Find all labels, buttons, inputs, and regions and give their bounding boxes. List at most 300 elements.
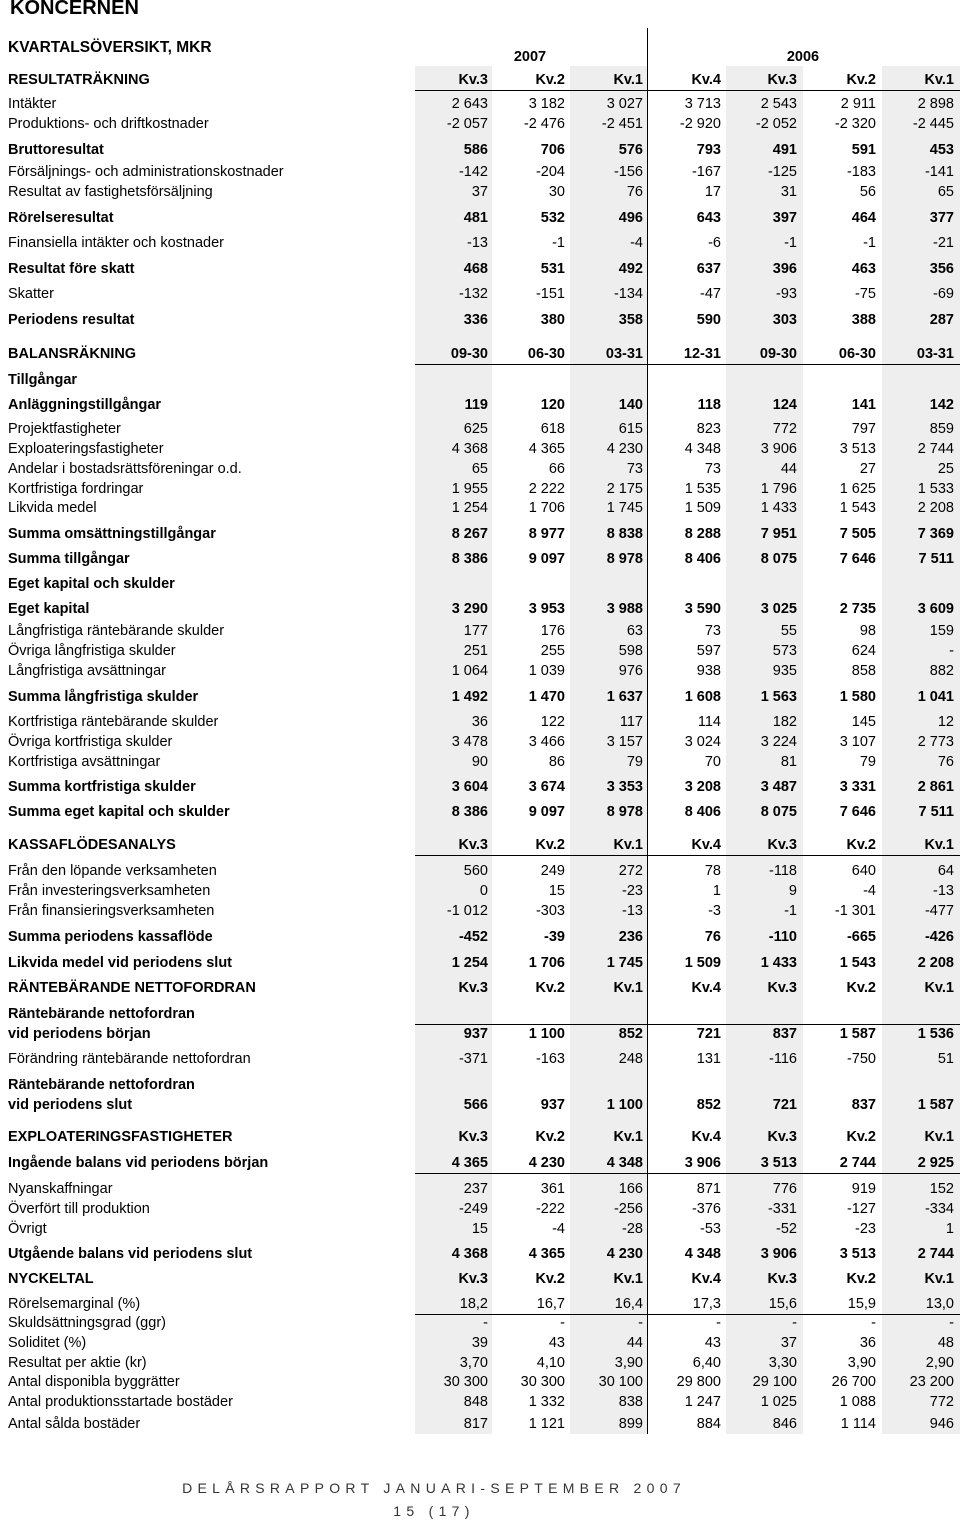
row-label: Kortfristiga räntebärande skulder	[8, 714, 219, 730]
table-cell: 237	[463, 1181, 488, 1197]
table-cell: Kv.3	[767, 72, 797, 88]
table-cell: 09-30	[759, 346, 797, 362]
table-cell: 772	[772, 421, 797, 437]
table-cell: 1 247	[684, 1394, 721, 1410]
table-cell: 76	[626, 184, 643, 200]
header-underline	[415, 1173, 647, 1174]
table-cell: -1	[552, 235, 565, 251]
table-cell: 09-30	[450, 346, 488, 362]
table-cell: Kv.2	[535, 72, 565, 88]
table-cell: 26 700	[831, 1374, 876, 1390]
table-cell: 397	[772, 210, 797, 226]
table-cell: Kv.1	[924, 1271, 954, 1287]
table-cell: 1 706	[528, 955, 565, 971]
row-label: Summa tillgångar	[8, 551, 130, 567]
table-cell: 2 898	[917, 96, 954, 112]
table-cell: 15	[471, 1221, 488, 1237]
row-label: Resultat av fastighetsförsäljning	[8, 184, 213, 200]
table-cell: 272	[618, 863, 643, 879]
table-cell: 8 838	[606, 526, 643, 542]
page-title: KONCERNEN	[10, 0, 139, 19]
table-cell: 899	[618, 1416, 643, 1432]
table-cell: -21	[933, 235, 954, 251]
row-label: Periodens resultat	[8, 312, 135, 328]
table-cell: 70	[704, 754, 721, 770]
table-cell: 361	[540, 1181, 565, 1197]
row-label: Intäkter	[8, 96, 57, 112]
table-cell: -4	[630, 235, 643, 251]
table-cell: 1 433	[760, 500, 797, 516]
table-cell: Kv.1	[613, 1129, 643, 1145]
table-cell: 8 978	[606, 804, 643, 820]
table-cell: 380	[540, 312, 565, 328]
table-cell: 496	[618, 210, 643, 226]
table-cell: 119	[464, 397, 488, 413]
table-cell: 823	[696, 421, 721, 437]
table-cell: 859	[929, 421, 954, 437]
table-cell: 48	[937, 1335, 954, 1351]
table-cell: Kv.3	[767, 837, 797, 853]
row-label: Kortfristiga avsättningar	[8, 754, 161, 770]
table-cell: 3 513	[839, 1246, 876, 1262]
table-cell: 4 368	[451, 441, 488, 457]
table-cell: Kv.1	[924, 1129, 954, 1145]
table-cell: 3 290	[451, 601, 488, 617]
table-cell: Kv.2	[535, 1271, 565, 1287]
table-cell: 8 978	[606, 551, 643, 567]
table-cell: Kv.3	[458, 1129, 488, 1145]
table-cell: 871	[696, 1181, 721, 1197]
table-cell: 17,3	[692, 1296, 721, 1312]
table-cell: -256	[613, 1201, 643, 1217]
table-cell: -23	[622, 883, 643, 899]
table-cell: 15,6	[768, 1296, 797, 1312]
table-cell: 4 368	[451, 1246, 488, 1262]
table-cell: 4 230	[528, 1155, 565, 1171]
table-cell: -	[949, 643, 954, 659]
table-cell: -13	[467, 235, 488, 251]
table-cell: 1 254	[451, 500, 488, 516]
table-cell: 120	[540, 397, 565, 413]
table-cell: 721	[696, 1026, 721, 1042]
table-cell: -47	[700, 286, 721, 302]
table-cell: 2 925	[917, 1155, 954, 1171]
table-cell: 159	[929, 623, 954, 639]
table-cell: -452	[458, 929, 488, 945]
table-cell: Kv.4	[691, 1271, 721, 1287]
table-cell: 1 492	[451, 689, 488, 705]
page-number: 15 (17)	[393, 1503, 475, 1519]
table-cell: 44	[780, 461, 797, 477]
table-cell: 30	[548, 184, 565, 200]
table-cell: 2 744	[917, 441, 954, 457]
table-cell: 776	[772, 1181, 797, 1197]
table-cell: -53	[700, 1221, 721, 1237]
table-cell: 2 643	[451, 96, 488, 112]
table-cell: 3 353	[606, 779, 643, 795]
table-cell: 7 511	[918, 551, 954, 567]
row-label: EXPLOATERINGSFASTIGHETER	[8, 1129, 233, 1145]
table-cell: 1 745	[606, 500, 643, 516]
row-label: Långfristiga räntebärande skulder	[8, 623, 225, 639]
table-cell: Kv.1	[613, 1271, 643, 1287]
table-cell: -2 320	[834, 116, 876, 132]
table-cell: 4,10	[536, 1355, 565, 1371]
table-cell: -3	[708, 903, 721, 919]
row-label: NYCKELTAL	[8, 1271, 94, 1287]
row-label: Försäljnings- och administrationskostnader	[8, 164, 284, 180]
row-label: BALANSRÄKNING	[8, 346, 137, 362]
table-cell: 837	[772, 1026, 797, 1042]
row-label: Förändring räntebärande nettofordran	[8, 1051, 251, 1067]
table-cell: -2 451	[601, 116, 643, 132]
table-cell: Kv.3	[767, 1129, 797, 1145]
table-cell: -334	[924, 1201, 954, 1217]
table-cell: 7 951	[760, 526, 797, 542]
table-cell: 3 906	[684, 1155, 721, 1171]
table-cell: -142	[458, 164, 488, 180]
table-cell: -2 476	[523, 116, 565, 132]
table-cell: 848	[463, 1394, 488, 1410]
table-cell: 1 064	[451, 663, 488, 679]
table-cell: 29 800	[676, 1374, 721, 1390]
table-cell: 06-30	[527, 346, 565, 362]
table-cell: Kv.2	[846, 1129, 876, 1145]
table-cell: 3 713	[684, 96, 721, 112]
row-label: KASSAFLÖDESANALYS	[8, 837, 176, 853]
row-label: Exploateringsfastigheter	[8, 441, 164, 457]
table-cell: 17	[704, 184, 721, 200]
table-cell: 3 182	[528, 96, 565, 112]
table-cell: 1 509	[684, 955, 721, 971]
table-cell: -	[716, 1315, 721, 1331]
table-cell: Kv.4	[691, 72, 721, 88]
table-cell: -167	[691, 164, 721, 180]
row-label: Anläggningstillgångar	[8, 397, 162, 413]
table-cell: 8 075	[760, 551, 797, 567]
table-cell: 2 222	[528, 481, 565, 497]
table-cell: 251	[463, 643, 488, 659]
table-cell: 117	[619, 714, 643, 730]
table-cell: 1 535	[684, 481, 721, 497]
table-cell: 396	[772, 261, 797, 277]
table-cell: 65	[937, 184, 954, 200]
table-cell: 8 288	[684, 526, 721, 542]
row-label: Från den löpande verksamheten	[8, 863, 217, 879]
row-label: Skatter	[8, 286, 54, 302]
table-cell: 388	[851, 312, 876, 328]
table-cell: 3,70	[459, 1355, 488, 1371]
table-cell: 3 513	[839, 441, 876, 457]
table-cell: 7 369	[917, 526, 954, 542]
header-underline	[647, 855, 960, 856]
table-cell: -665	[846, 929, 876, 945]
table-cell: 3 024	[684, 734, 721, 750]
table-cell: -127	[846, 1201, 876, 1217]
header-underline	[647, 364, 960, 365]
table-cell: 937	[540, 1097, 565, 1113]
table-cell: 1 745	[606, 955, 643, 971]
table-cell: 124	[772, 397, 797, 413]
table-cell: -125	[767, 164, 797, 180]
table-cell: 637	[696, 261, 721, 277]
table-cell: 706	[540, 142, 565, 158]
table-cell: -39	[544, 929, 565, 945]
table-cell: 1 587	[917, 1097, 954, 1113]
table-cell: 3 906	[760, 1246, 797, 1262]
table-cell: -156	[613, 164, 643, 180]
table-cell: 15	[548, 883, 565, 899]
table-cell: 3 513	[760, 1155, 797, 1171]
row-label: Räntebärande nettofordran	[8, 1006, 195, 1022]
table-cell: Kv.1	[924, 72, 954, 88]
table-cell: -	[871, 1315, 876, 1331]
row-label: Överfört till produktion	[8, 1201, 150, 1217]
table-cell: 597	[696, 643, 721, 659]
table-cell: -376	[691, 1201, 721, 1217]
table-cell: -	[483, 1315, 488, 1331]
table-cell: 532	[540, 210, 565, 226]
table-cell: 23 200	[909, 1374, 954, 1390]
table-cell: 13,0	[925, 1296, 954, 1312]
table-cell: 79	[626, 754, 643, 770]
table-cell: 177	[463, 623, 488, 639]
header-underline	[647, 1173, 960, 1174]
table-cell: 1 025	[760, 1394, 797, 1410]
table-cell: -116	[769, 1051, 797, 1067]
table-cell: 176	[540, 623, 565, 639]
table-cell: 3 331	[839, 779, 876, 795]
table-cell: 4 348	[684, 1246, 721, 1262]
table-cell: -151	[535, 286, 565, 302]
table-cell: 30 300	[443, 1374, 488, 1390]
table-cell: -134	[613, 286, 643, 302]
table-cell: -204	[535, 164, 565, 180]
table-cell: 1 543	[839, 955, 876, 971]
table-cell: 3 487	[760, 779, 797, 795]
table-cell: 6,40	[692, 1355, 721, 1371]
table-cell: 481	[463, 210, 488, 226]
header-underline	[647, 1024, 960, 1025]
table-cell: 236	[618, 929, 643, 945]
table-cell: 56	[859, 184, 876, 200]
table-cell: 2 208	[917, 955, 954, 971]
row-label: Övriga kortfristiga skulder	[8, 734, 173, 750]
table-cell: 625	[463, 421, 488, 437]
table-cell: 37	[471, 184, 488, 200]
table-cell: -2 445	[912, 116, 954, 132]
table-cell: -69	[933, 286, 954, 302]
table-cell: Kv.4	[691, 980, 721, 996]
row-label: Summa omsättningstillgångar	[8, 526, 216, 542]
table-cell: 249	[540, 863, 565, 879]
row-label: Produktions- och driftkostnader	[8, 116, 209, 132]
table-cell: 1 608	[684, 689, 721, 705]
row-label: Antal produktionsstartade bostäder	[8, 1394, 233, 1410]
table-cell: 884	[696, 1416, 721, 1432]
table-cell: 36	[471, 714, 488, 730]
header-underline	[415, 364, 647, 365]
table-cell: -	[792, 1315, 797, 1331]
table-cell: 0	[479, 883, 488, 899]
year-2006: 2006	[786, 49, 820, 65]
table-cell: 114	[697, 714, 721, 730]
row-label: Från investeringsverksamheten	[8, 883, 211, 899]
table-cell: 935	[772, 663, 797, 679]
table-cell: 36	[859, 1335, 876, 1351]
table-cell: 858	[851, 663, 876, 679]
table-cell: 7 646	[839, 551, 876, 567]
table-cell: 3 478	[451, 734, 488, 750]
row-label: Långfristiga avsättningar	[8, 663, 166, 679]
table-cell: 1	[945, 1221, 954, 1237]
row-label: Summa kortfristiga skulder	[8, 779, 196, 795]
table-cell: 182	[772, 714, 797, 730]
table-cell: 468	[463, 261, 488, 277]
report-footer: DELÅRSRAPPORT JANUARI-SEPTEMBER 2007	[182, 1480, 686, 1496]
table-cell: 81	[780, 754, 797, 770]
table-cell: Kv.1	[613, 837, 643, 853]
table-cell: 255	[540, 643, 565, 659]
table-cell: 06-30	[838, 346, 876, 362]
table-cell: 4 365	[528, 441, 565, 457]
table-cell: 142	[929, 397, 954, 413]
table-cell: 3 027	[606, 96, 643, 112]
table-cell: -1	[863, 235, 876, 251]
table-cell: 31	[780, 184, 797, 200]
row-label: RÄNTEBÄRANDE NETTOFORDRAN	[8, 980, 256, 996]
table-cell: 7 511	[918, 804, 954, 820]
table-cell: 1 563	[760, 689, 797, 705]
table-cell: 976	[618, 663, 643, 679]
table-cell: Kv.4	[691, 837, 721, 853]
row-label: Övriga långfristiga skulder	[8, 643, 176, 659]
table-cell: 4 348	[606, 1155, 643, 1171]
table-cell: 3,90	[614, 1355, 643, 1371]
table-cell: 1 041	[917, 689, 954, 705]
table-cell: 598	[618, 643, 643, 659]
table-cell: 51	[937, 1051, 954, 1067]
row-label: Rörelseresultat	[8, 210, 114, 226]
table-cell: 1 533	[917, 481, 954, 497]
table-cell: 98	[859, 623, 876, 639]
table-cell: 3 466	[528, 734, 565, 750]
table-cell: 793	[696, 142, 721, 158]
table-cell: -426	[924, 929, 954, 945]
table-cell: 8 386	[451, 804, 488, 820]
table-cell: 852	[618, 1026, 643, 1042]
table-cell: -163	[535, 1051, 565, 1067]
table-cell: -2 920	[679, 116, 721, 132]
table-cell: 76	[704, 929, 721, 945]
table-cell: 9	[788, 883, 797, 899]
table-cell: 16,4	[614, 1296, 643, 1312]
table-cell: 2 911	[840, 96, 876, 112]
table-cell: -75	[855, 286, 876, 302]
table-cell: 2 208	[917, 500, 954, 516]
table-cell: 937	[463, 1026, 488, 1042]
table-cell: 618	[540, 421, 565, 437]
table-cell: 4 365	[451, 1155, 488, 1171]
table-cell: 248	[618, 1051, 643, 1067]
table-cell: 882	[929, 663, 954, 679]
row-label: Övrigt	[8, 1221, 47, 1237]
table-cell: 4 230	[606, 1246, 643, 1262]
table-cell: 938	[696, 663, 721, 679]
table-cell: Kv.3	[767, 980, 797, 996]
table-cell: 1 543	[839, 500, 876, 516]
table-cell: Kv.2	[846, 837, 876, 853]
row-label: Projektfastigheter	[8, 421, 121, 437]
table-cell: 566	[463, 1097, 488, 1113]
table-cell: 64	[937, 863, 954, 879]
table-cell: -1	[784, 235, 797, 251]
table-cell: -141	[924, 164, 954, 180]
table-cell: -4	[863, 883, 876, 899]
row-label: Rörelsemarginal (%)	[8, 1296, 141, 1312]
table-cell: 18,2	[459, 1296, 488, 1312]
table-cell: 946	[929, 1416, 954, 1432]
table-cell: -4	[552, 1221, 565, 1237]
table-cell: 7 646	[839, 804, 876, 820]
table-cell: Kv.1	[924, 980, 954, 996]
row-label: RESULTATRÄKNING	[8, 72, 150, 88]
table-cell: -132	[458, 286, 488, 302]
table-cell: 1 332	[528, 1394, 565, 1410]
table-cell: 590	[696, 312, 721, 328]
table-cell: 1 254	[451, 955, 488, 971]
row-label: vid periodens slut	[8, 1097, 133, 1113]
header-underline	[415, 90, 647, 91]
table-cell: Kv.2	[535, 837, 565, 853]
table-cell: Kv.2	[535, 1129, 565, 1145]
table-cell: -	[949, 1315, 954, 1331]
table-cell: Kv.3	[458, 980, 488, 996]
header-underline	[415, 855, 647, 856]
table-cell: 797	[851, 421, 876, 437]
table-cell: 39	[471, 1335, 488, 1351]
table-cell: 166	[618, 1181, 643, 1197]
table-cell: Kv.2	[846, 72, 876, 88]
table-cell: 576	[618, 142, 643, 158]
row-label: Summa eget kapital och skulder	[8, 804, 230, 820]
table-cell: 358	[618, 312, 643, 328]
table-cell: 2 735	[839, 601, 876, 617]
row-label: Kortfristiga fordringar	[8, 481, 144, 497]
row-label: Likvida medel	[8, 500, 97, 516]
table-cell: -110	[768, 929, 797, 945]
table-cell: 303	[772, 312, 797, 328]
table-cell: -6	[708, 235, 721, 251]
table-cell: 2,90	[925, 1355, 954, 1371]
table-cell: 8 386	[451, 551, 488, 567]
table-cell: 3 590	[684, 601, 721, 617]
table-cell: 30 300	[520, 1374, 565, 1390]
table-cell: 3,30	[768, 1355, 797, 1371]
table-cell: -28	[622, 1221, 643, 1237]
table-cell: 25	[937, 461, 954, 477]
table-cell: 3 604	[451, 779, 488, 795]
table-cell: 8 977	[528, 526, 565, 542]
table-cell: 1 121	[528, 1416, 565, 1432]
table-cell: 2 175	[606, 481, 643, 497]
table-cell: -249	[458, 1201, 488, 1217]
table-cell: 27	[859, 461, 876, 477]
table-cell: 15,9	[847, 1296, 876, 1312]
table-cell: Kv.2	[535, 980, 565, 996]
header-underline	[647, 90, 960, 91]
row-label: Resultat per aktie (kr)	[8, 1355, 147, 1371]
